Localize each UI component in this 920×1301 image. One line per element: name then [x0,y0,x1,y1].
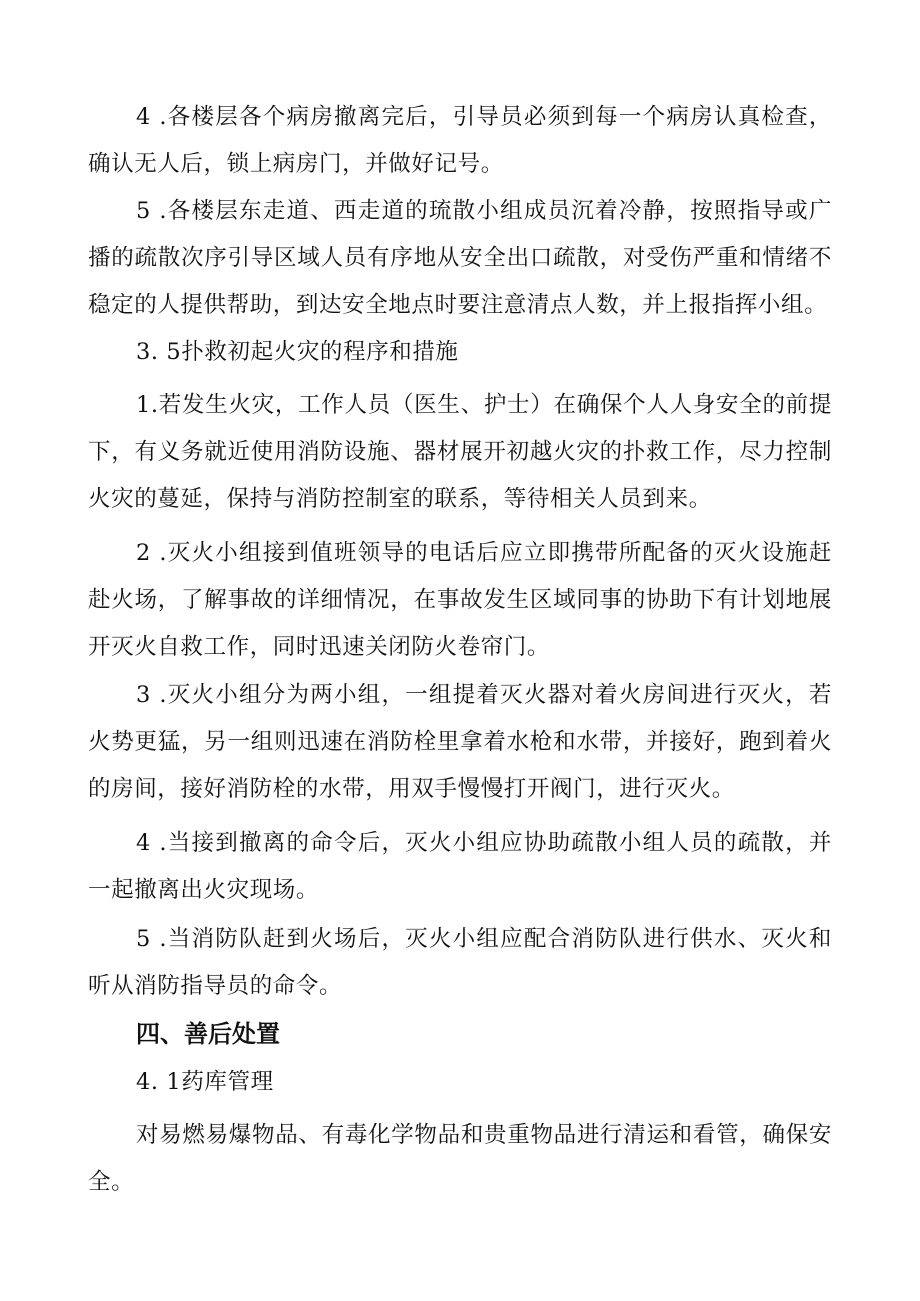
aftermath-subheading: 4. 1药库管理 [136,1069,274,1095]
aftermath-heading: 四、善后处置 [136,1020,280,1048]
aftermath-paragraph: 对易燃易爆物品、有毒化学物品和贵重物品进行清运和看管，确保安全。 [88,1122,832,1195]
evacuation-item-5: 5 .各楼层东走道、西走道的琉散小组成员沉着冷静，按照指导或广播的疏散次序引导区域人员有序地从安全出口疏散，对受伤严重和情绪不稳定的人提供帮助，到达安全地点时要注意清点人数，并上报指挥小组。 [88,198,832,318]
firefighting-item-5: 5 .当消防队赶到火场后，灭火小组应配合消防队进行供水、灭火和听从消防指导员的命令。 [88,926,832,999]
firefighting-item-1: 1.若发生火灾，工作人员（医生、护士）在确保个人人身安全的前提下，有义务就近使用消防设施、器材展开初越火灾的扑救工作，尽力控制火灾的蔓延，保持与消防控制室的联系，等待相关人员到来。 [88,392,832,512]
evacuation-item-4: 4 .各楼层各个病房撤离完后，引导员必须到每一个病房认真检查，确认无人后，锁上病房门，并做好记号。 [88,104,832,177]
firefighting-item-3: 3 .灭火小组分为两小组，一组提着灭火器对着火房间进行灭火，若火势更猛，另一组则迅速在消防栓里拿着水枪和水带，并接好，跑到着火的房间，接好消防栓的水带，用双手慢慢打开阀门，进行灭火。 [88,682,832,802]
firefighting-item-2: 2 .灭火小组接到值班领导的电话后应立即携带所配备的灭火设施赶赴火场，了解事故的详细情况，在事故发生区域同事的协助下有计划地展开灭火自救工作，同时迅速关闭防火卷帘门。 [88,540,832,660]
firefighting-item-4: 4 .当接到撤离的命令后，灭火小组应协助疏散小组人员的疏散，并一起撤离出火灾现场。 [88,830,832,903]
firefighting-section-title: 3. 5扑救初起火灾的程序和措施 [136,339,459,365]
